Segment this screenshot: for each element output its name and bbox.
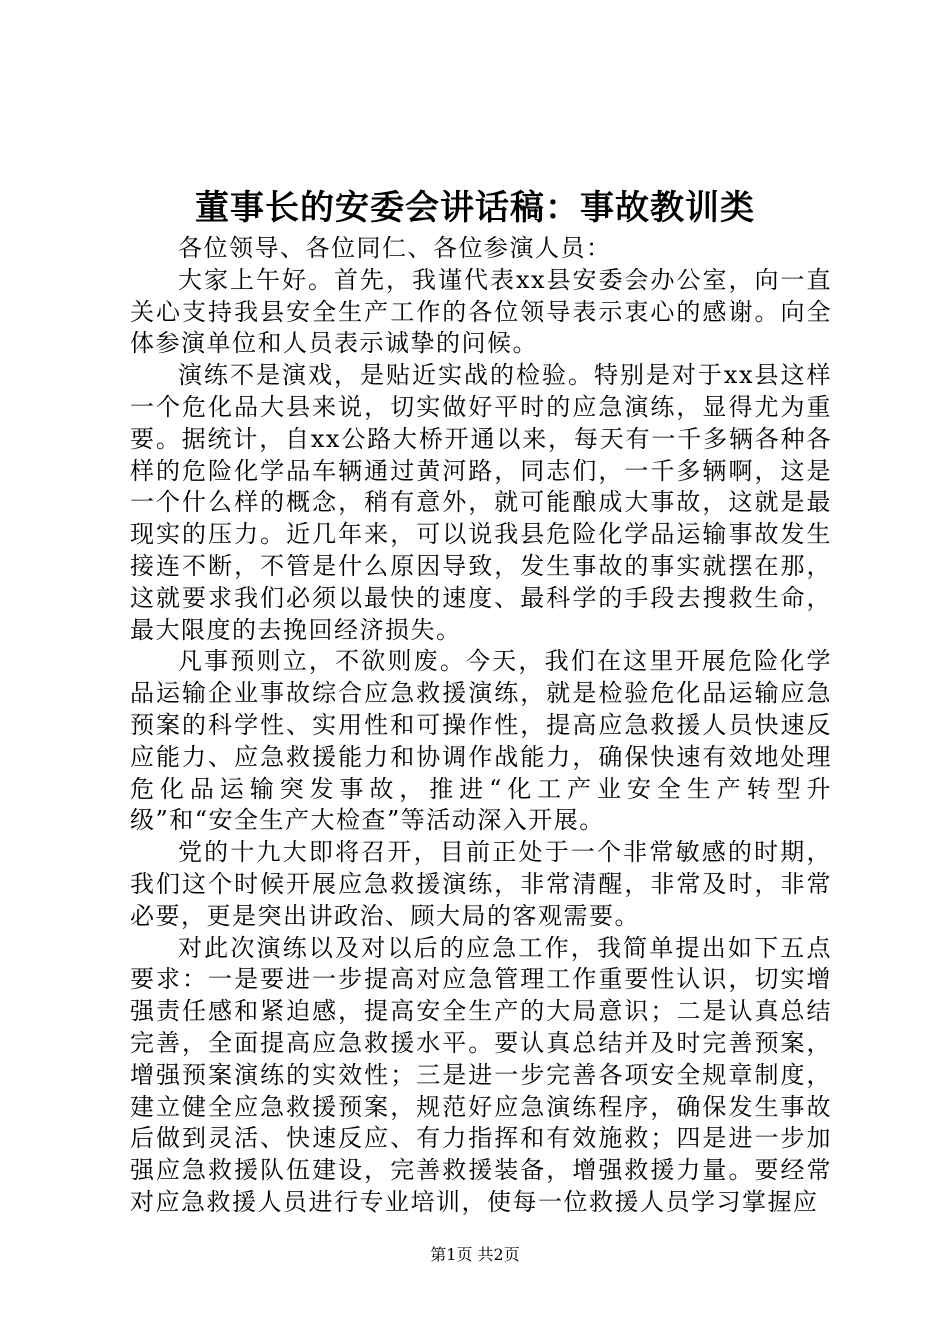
paragraph-drill-importance: 演练不是演戏，是贴近实战的检验。特别是对于xx县这样一个危化品大县来说，切实做好平时的应急演练，显得尤为重要。据统计，自xx公路大桥开通以来，每天有一千多辆各种各样的危险化学品车辆通过黄河路，同志们，一千多辆啊，这是一个什么样的概念，稍有意外，就可能酿成大事故，这就是最现实的压力。近几年来，可以说我县危险化学品运输事故发生接连不断，不管是什么原因导致，发生事故的事实就摆在那，这就要求我们必须以最快的速度、最科学的手段去搜救生命，最大限度的去挽回经济损失。 (130, 361, 832, 644)
paragraph-greeting: 大家上午好。首先，我谨代表xx县安委会办公室，向一直关心支持我县安全生产工作的各位领导表示衷心的感谢。向全体参演单位和人员表示诚挚的问候。 (130, 265, 832, 358)
document-body (130, 233, 832, 1219)
page-footer: 第1页 共2页 (430, 1245, 520, 1264)
paragraph-political-context: 党的十九大即将召开，目前正处于一个非常敏感的时期，我们这个时候开展应急救援演练，非常清醒，非常及时，非常必要，更是突出讲政治、顾大局的客观需要。 (130, 838, 832, 930)
paragraph-requirements: 对此次演练以及对以后的应急工作，我简单提出如下五点要求：一是要进一步提高对应急管理工作重要性认识，切实增强责任感和紧迫感，提高安全生产的大局意识；二是认真总结完善，全面提高应急救援水平。要认真总结并及时完善预案，增强预案演练的实效性；三是进一步完善各项安全规章制度，建立健全应急救援预案，规范好应急演练程序，确保发生事故后做到灵活、快速反应、有力指挥和有效施救；四是进一步加强应急救援队伍建设，完善救援装备，增强救援力量。要经常对应急救援人员进行专业培训，使每一位救援人员学习掌握应 (130, 933, 832, 1216)
document-title: 董事长的安委会讲话稿：事故教训类 (195, 188, 755, 228)
paragraph-drill-purpose: 凡事预则立，不欲则废。今天，我们在这里开展危险化学品运输企业事故综合应急救援演练，就是检验危化品运输应急预案的科学性、实用性和可操作性，提高应急救援人员快速反应能力、应急救援能力和协调作战能力，确保快速有效地处理危化品运输突发事故，推进“化工产业安全生产转型升级”和“安全生产大检查”等活动深入开展。 (130, 647, 832, 835)
paragraph-salutation: 各位领导、各位同仁、各位参演人员： (178, 234, 612, 262)
